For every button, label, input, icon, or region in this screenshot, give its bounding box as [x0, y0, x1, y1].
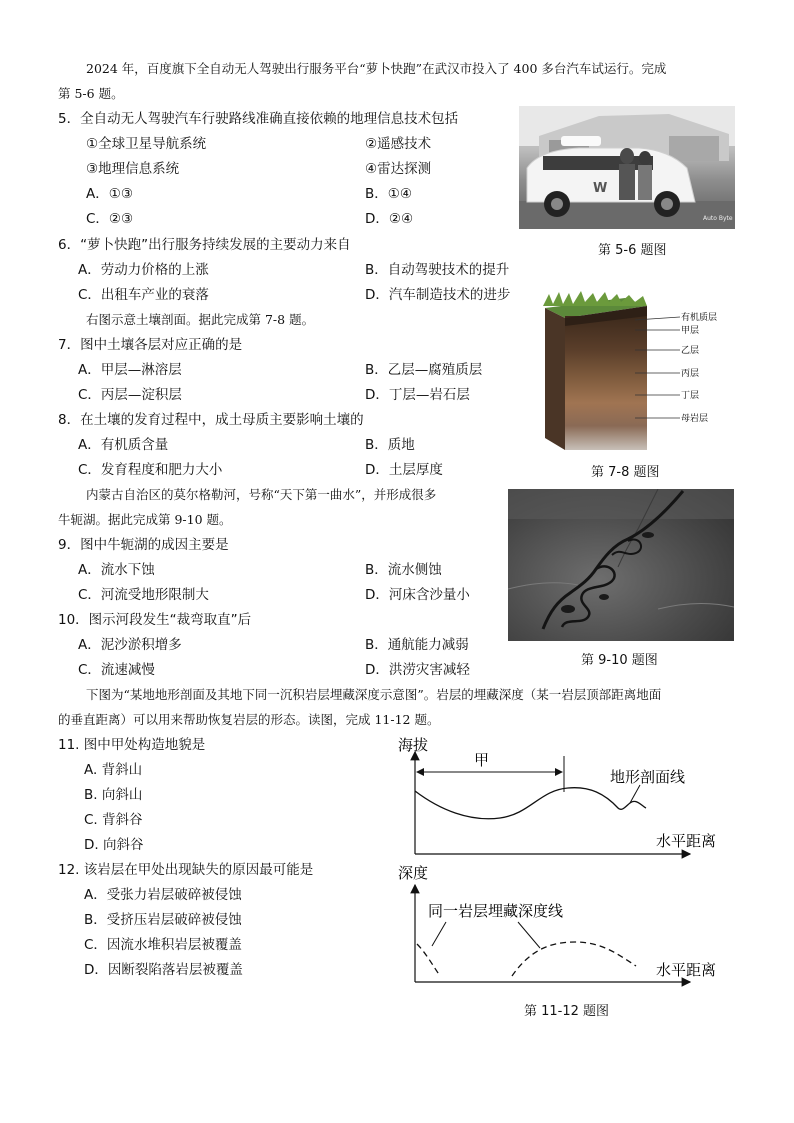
q6-option-b[interactable]: B．自动驾驶技术的提升 [365, 262, 510, 278]
q6-stem: 6．“萝卜快跑”出行服务持续发展的主要动力来自 [58, 237, 351, 253]
intro-11-12-line1: 下图为“某地地形剖面及其地下同一沉积岩层埋藏深度示意图”。岩层的埋藏深度（某一岩层顶部距离地面 [86, 687, 662, 702]
fig-9-10-caption: 第 9-10 题图 [581, 653, 658, 668]
fig-5-6-caption: 第 5-6 题图 [598, 243, 667, 258]
depth-line-label: 同一岩层埋藏深度线 [428, 902, 564, 920]
q12-option-d[interactable]: D．因断裂陷落岩层被覆盖 [84, 962, 243, 978]
q12-stem: 12. 该岩层在甲处出现缺失的原因最可能是 [58, 862, 314, 878]
jia-label: 甲 [474, 751, 490, 769]
soil-label-bing: 丙层 [681, 369, 700, 379]
q10-stem: 10．图示河段发生“裁弯取直”后 [58, 612, 252, 628]
q10-option-b[interactable]: B．通航能力减弱 [365, 637, 469, 653]
bottom-x-axis-label: 水平距离 [656, 961, 717, 979]
watermark-text: Auto Byte [703, 215, 733, 222]
q7-stem: 7．图中土壤各层对应正确的是 [58, 337, 243, 353]
q8-option-c[interactable]: C．发育程度和肥力大小 [78, 462, 223, 478]
intro-7-8: 右图示意土壤剖面。据此完成第 7-8 题。 [86, 312, 315, 327]
q5-option-b[interactable]: B．①④ [365, 186, 412, 202]
q10-option-a[interactable]: A．泥沙淤积增多 [78, 637, 182, 653]
terrain-profile-label: 地形剖面线 [610, 768, 686, 786]
q5-option-c[interactable]: C．②③ [86, 211, 134, 227]
q11-option-b[interactable]: B. 向斜山 [84, 787, 143, 803]
q11-option-c[interactable]: C. 背斜谷 [84, 812, 143, 828]
soil-label-jia: 甲层 [681, 326, 700, 336]
driverless-car-photo [519, 106, 735, 229]
q5-option-a[interactable]: A．①③ [86, 186, 133, 202]
q10-option-d[interactable]: D．洪涝灾害减轻 [365, 662, 470, 678]
q12-option-c[interactable]: C．因流水堆积岩层被覆盖 [84, 937, 242, 953]
q11-stem: 11. 图中甲处构造地貌是 [58, 737, 206, 753]
soil-profile-figure [535, 290, 745, 455]
q12-option-b[interactable]: B．受挤压岩层破碎被侵蚀 [84, 912, 242, 928]
intro-9-10-line1: 内蒙古自治区的莫尔格勒河，号称“天下第一曲水”，并形成很多 [86, 487, 437, 502]
q7-option-d[interactable]: D．丁层—岩石层 [365, 387, 470, 403]
fig-11-12-caption: 第 11-12 题图 [524, 1004, 610, 1019]
q9-option-a[interactable]: A．流水下蚀 [78, 562, 155, 578]
q8-option-a[interactable]: A．有机质含量 [78, 437, 169, 453]
intro-5-6-line1: 2024 年，百度旗下全自动无人驾驶出行服务平台“萝卜快跑”在武汉市投入了 400 多台汽车试运行。完成 [86, 61, 667, 76]
q12-option-a[interactable]: A．受张力岩层破碎被侵蚀 [84, 887, 242, 903]
q9-option-d[interactable]: D．河床含沙量小 [365, 587, 470, 603]
soil-label-bedrock: 母岩层 [681, 414, 709, 424]
top-x-axis-label: 水平距离 [656, 832, 717, 850]
q5-stem: 5．全自动无人驾驶汽车行驶路线准确直接依赖的地理信息技术包括 [58, 111, 459, 127]
q5-item3: ③地理信息系统 [86, 161, 180, 177]
intro-11-12-line2: 的垂直距离）可以用来帮助恢复岩层的形态。读图，完成 11-12 题。 [58, 712, 440, 727]
top-y-axis-label: 海拔 [398, 736, 429, 754]
bottom-y-axis-label: 深度 [398, 864, 429, 882]
q7-option-c[interactable]: C．丙层—淀积层 [78, 387, 182, 403]
profile-depth-diagram [390, 730, 740, 995]
soil-label-organic: 有机质层 [681, 313, 718, 323]
q10-option-c[interactable]: C．流速减慢 [78, 662, 155, 678]
fig-7-8-caption: 第 7-8 题图 [591, 465, 660, 480]
q8-option-b[interactable]: B．质地 [365, 437, 415, 453]
q6-option-c[interactable]: C．出租车产业的衰落 [78, 287, 209, 303]
meandering-river-photo [508, 489, 734, 641]
soil-label-ding: 丁层 [681, 391, 700, 401]
q9-option-c[interactable]: C．河流受地形限制大 [78, 587, 209, 603]
q6-option-a[interactable]: A．劳动力价格的上涨 [78, 262, 209, 278]
car-logo-text: W [593, 181, 608, 196]
q7-option-b[interactable]: B．乙层—腐殖质层 [365, 362, 483, 378]
q8-stem: 8．在土壤的发育过程中，成土母质主要影响土壤的 [58, 412, 364, 428]
q5-item1: ①全球卫星导航系统 [86, 136, 207, 152]
q9-stem: 9．图中牛轭湖的成因主要是 [58, 537, 229, 553]
q5-item4: ④雷达探测 [365, 161, 432, 177]
q11-option-a[interactable]: A. 背斜山 [84, 762, 143, 778]
intro-9-10-line2: 牛轭湖。据此完成第 9-10 题。 [58, 512, 232, 527]
q5-item2: ②遥感技术 [365, 136, 432, 152]
q7-option-a[interactable]: A．甲层—淋溶层 [78, 362, 182, 378]
q8-option-d[interactable]: D．土层厚度 [365, 462, 443, 478]
soil-label-yi: 乙层 [681, 346, 700, 356]
intro-5-6-line2: 第 5-6 题。 [58, 86, 124, 101]
q6-option-d[interactable]: D．汽车制造技术的进步 [365, 287, 511, 303]
q11-option-d[interactable]: D. 向斜谷 [84, 837, 144, 853]
q9-option-b[interactable]: B．流水侧蚀 [365, 562, 442, 578]
q5-option-d[interactable]: D．②④ [365, 211, 414, 227]
